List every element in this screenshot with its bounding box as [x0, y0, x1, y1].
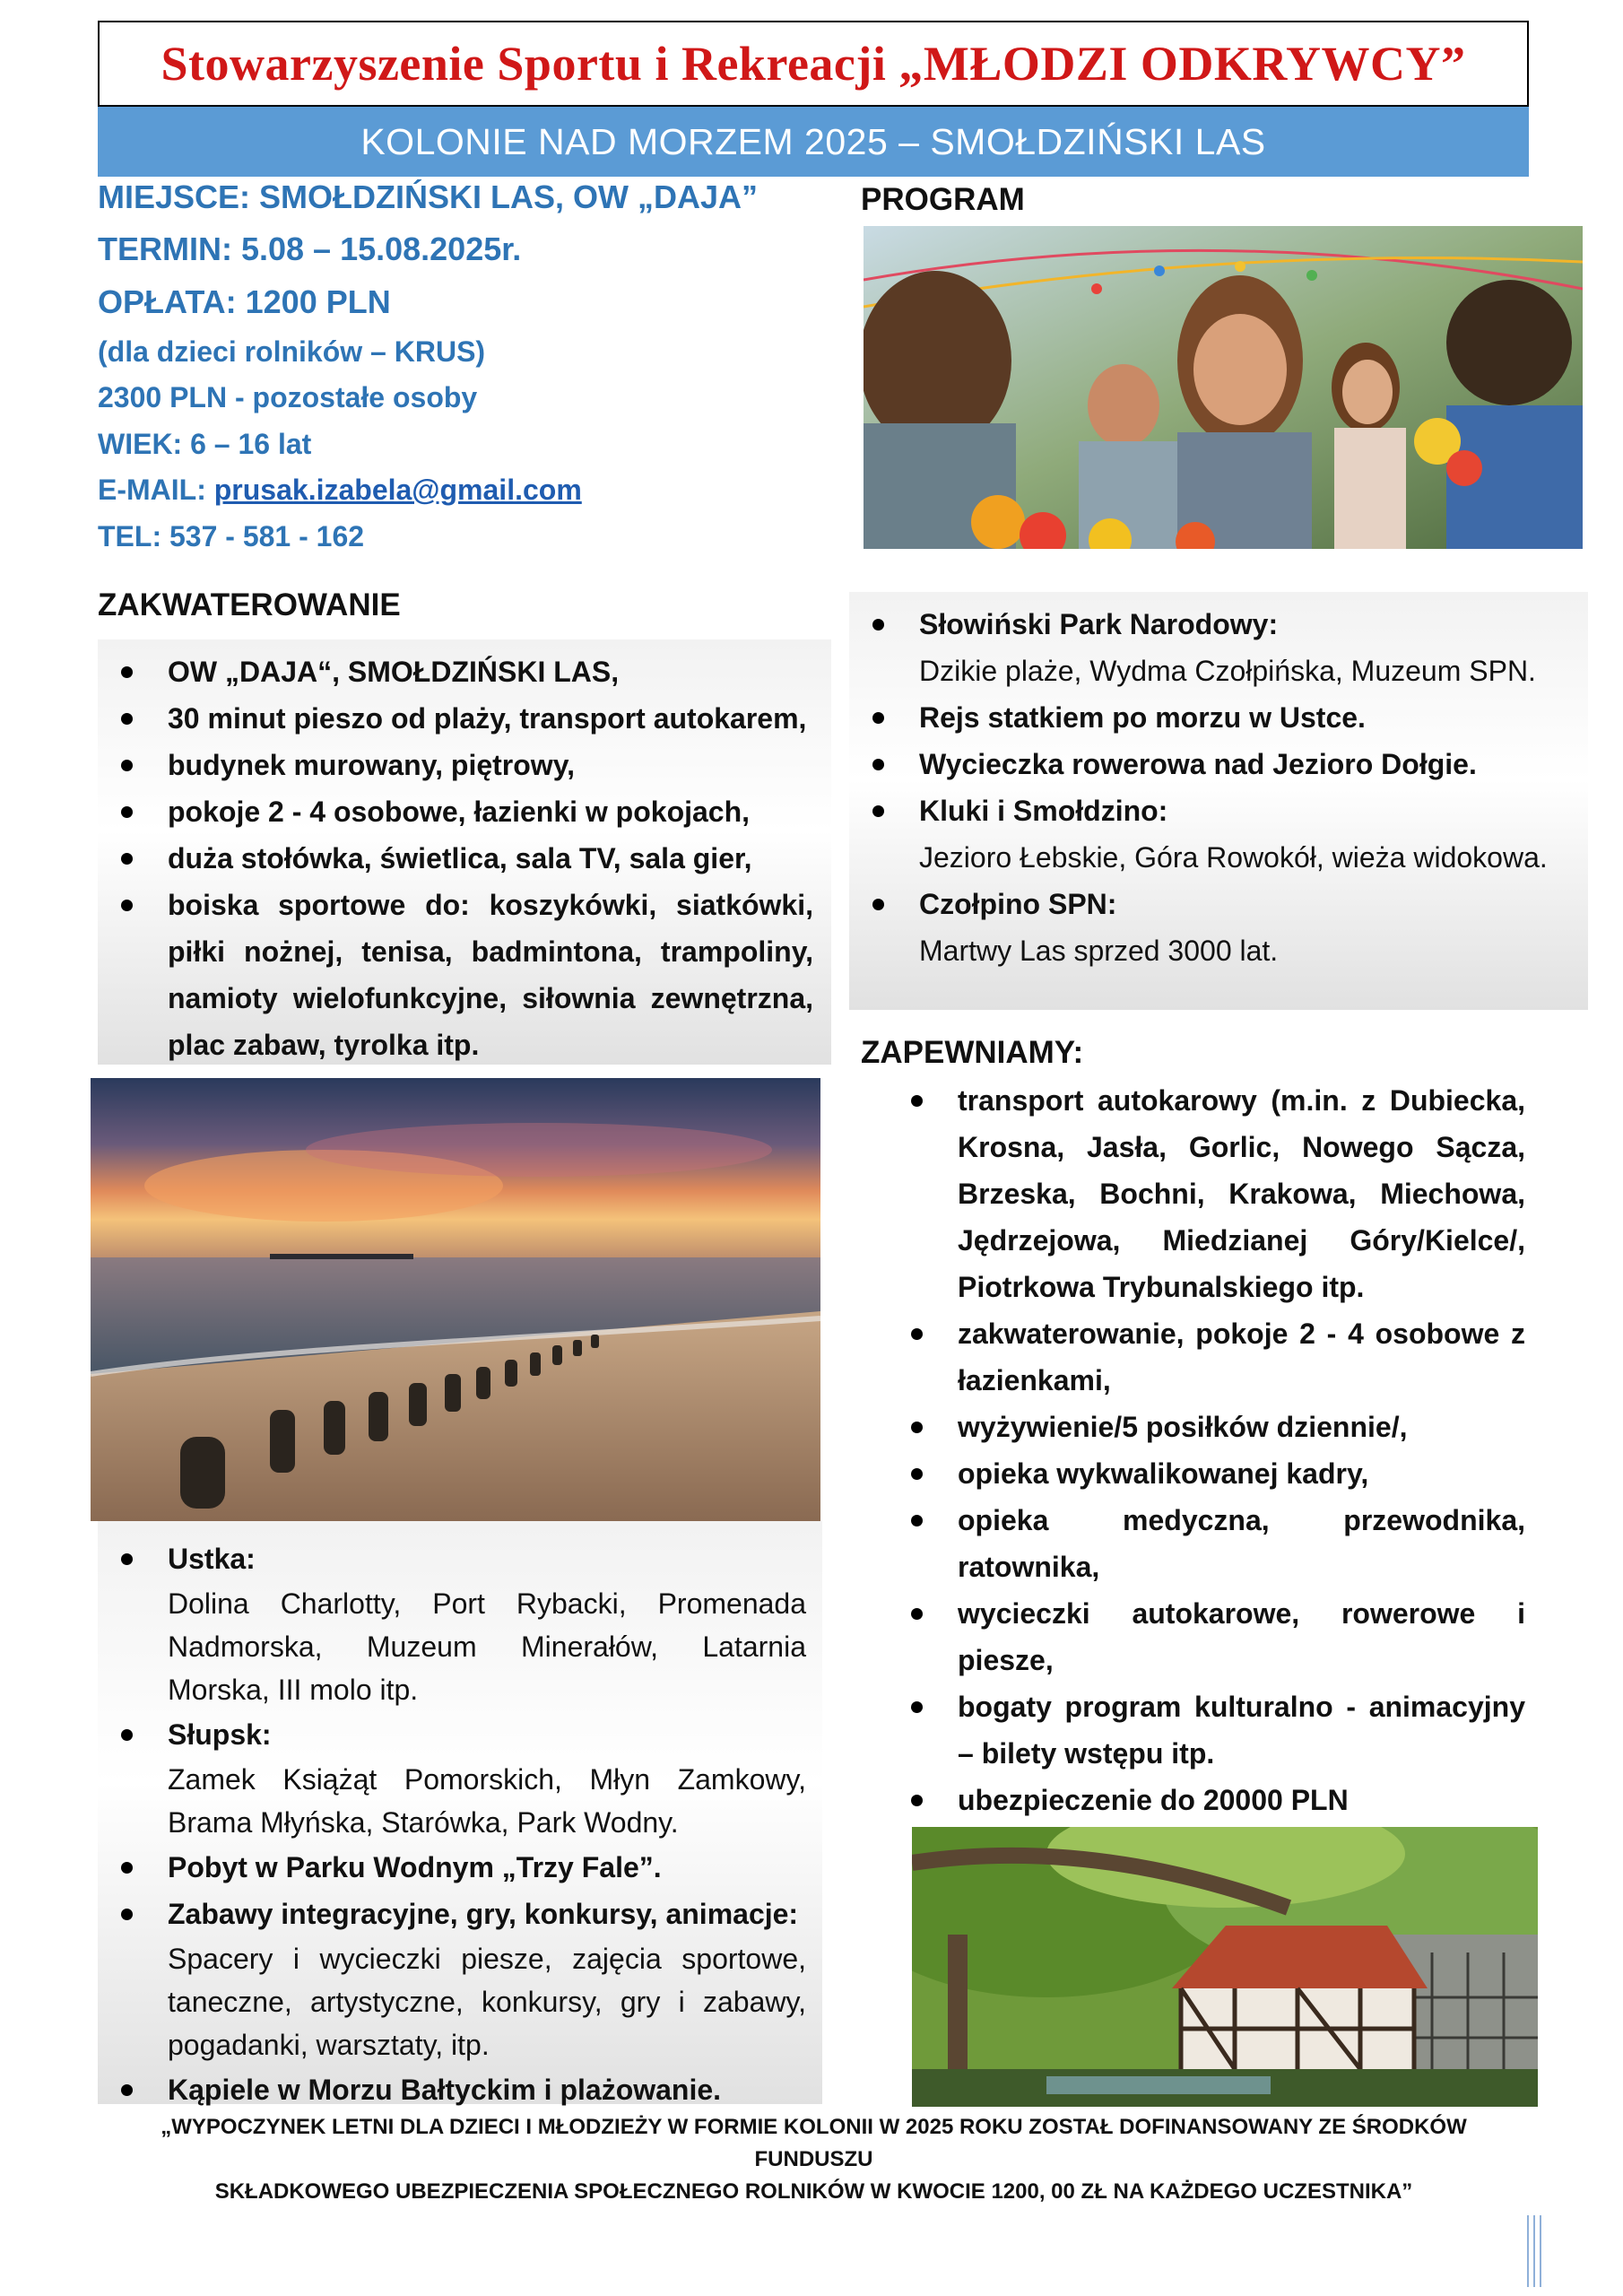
- beach-sunset-photo: [91, 1078, 820, 1521]
- list-item: opieka medyczna, przewodnika, ratownika,: [958, 1497, 1525, 1590]
- list-item: Pobyt w Parku Wodnym „Trzy Fale”.: [168, 1844, 806, 1891]
- organization-title: Stowarzyszenie Sportu i Rekreacji „MŁODZI ODKRYWCY”: [98, 21, 1529, 107]
- list-item: budynek murowany, piętrowy,: [168, 742, 813, 788]
- item-detail: Spacery i wycieczki piesze, zajęcia sportowe, taneczne, artystyczne, konkursy, gry i zabawy, pogadanki, warsztaty, itp.: [168, 1943, 806, 2061]
- program-heading: PROGRAM: [861, 182, 1025, 217]
- list-item: 30 minut pieszo od plaży, transport autokarem,: [168, 695, 813, 742]
- item-title: Czołpino SPN:: [919, 888, 1117, 920]
- list-item: [168, 1535, 806, 1711]
- info-age: WIEK: 6 – 16 lat: [98, 428, 312, 460]
- item-detail: Jezioro Łebskie, Góra Rowokół, wieża widokowa.: [919, 841, 1548, 874]
- list-item: wyżywienie/5 posiłków dziennie/,: [958, 1404, 1525, 1450]
- info-email: [98, 474, 582, 507]
- funding-note: [108, 2111, 1520, 2208]
- list-item: [168, 1891, 806, 2066]
- accommodation-heading: ZAKWATEROWANIE: [98, 587, 401, 622]
- list-item: opieka wykwalikowanej kadry,: [958, 1450, 1525, 1497]
- list-item: pokoje 2 - 4 osobowe, łazienki w pokojach,: [168, 788, 813, 835]
- page-edge-marker: [1527, 2215, 1543, 2287]
- email-link[interactable]: prusak.izabela@gmail.com: [213, 474, 582, 506]
- program-right-list: [919, 601, 1574, 974]
- program-left-box: [98, 1521, 822, 2104]
- guarantees-heading: ZAPEWNIAMY:: [861, 1035, 1084, 1070]
- item-title: Słupsk:: [168, 1718, 272, 1751]
- funding-note-line2: SKŁADKOWEGO UBEZPIECZENIA SPOŁECZNEGO ROLNIKÓW W KWOCIE 1200, 00 ZŁ NA KAŻDEGO UCZESTNIKA”: [214, 2179, 1413, 2204]
- list-item: transport autokarowy (m.in. z Dubiecka, Krosna, Jasła, Gorlic, Nowego Sącza, Brzeska, Bochni, Krakowa, Miechowa, Jędrzejowa, Miedzianej Góry/Kielce/, Piotrkowa Trybunalskiego itp.: [958, 1077, 1525, 1310]
- list-item: [919, 787, 1574, 881]
- info-fee-other: 2300 PLN - pozostałe osoby: [98, 381, 478, 413]
- list-item: [168, 1711, 806, 1844]
- accommodation-box: [98, 639, 831, 1065]
- water-mill-photo: [912, 1827, 1538, 2107]
- info-place: MIEJSCE: SMOŁDZIŃSKI LAS, OW „DAJA”: [98, 178, 759, 215]
- list-item: bogaty program kulturalno - animacyjny – bilety wstępu itp.: [958, 1683, 1525, 1777]
- info-phone: TEL: 537 - 581 - 162: [98, 520, 365, 552]
- list-item: duża stołówka, świetlica, sala TV, sala gier,: [168, 835, 813, 882]
- funding-note-line1: „WYPOCZYNEK LETNI DLA DZIECI I MŁODZIEŻY W FORMIE KOLONII W 2025 ROKU ZOSTAŁ DOFINANSOWANY ZE ŚRODKÓW FUNDUSZU: [161, 2115, 1467, 2171]
- info-fee-note: (dla dzieci rolników – KRUS): [98, 335, 486, 368]
- item-detail: Martwy Las sprzed 3000 lat.: [919, 935, 1279, 967]
- info-term: TERMIN: 5.08 – 15.08.2025r.: [98, 230, 522, 267]
- camp-banner: KOLONIE NAD MORZEM 2025 – SMOŁDZIŃSKI LAS: [98, 107, 1529, 177]
- list-item: ubezpieczenie do 20000 PLN: [958, 1777, 1525, 1823]
- list-item: wycieczki autokarowe, rowerowe i piesze,: [958, 1590, 1525, 1683]
- list-item: [919, 601, 1574, 694]
- info-fee: OPŁATA: 1200 PLN: [98, 283, 391, 320]
- list-item: zakwaterowanie, pokoje 2 - 4 osobowe z łazienkami,: [958, 1310, 1525, 1404]
- program-left-list: [168, 1535, 806, 2113]
- item-detail: Dzikie plaże, Wydma Czołpińska, Muzeum SPN.: [919, 655, 1536, 687]
- kids-playing-photo: [864, 226, 1583, 549]
- list-item: Kąpiele w Morzu Bałtyckim i plażowanie.: [168, 2066, 806, 2113]
- list-item: Wycieczka rowerowa nad Jezioro Dołgie.: [919, 741, 1574, 787]
- program-right-box: [849, 592, 1588, 1010]
- list-item: OW „DAJA“, SMOŁDZIŃSKI LAS,: [168, 648, 813, 695]
- item-title: Ustka:: [168, 1543, 256, 1575]
- accommodation-list: [168, 648, 813, 1065]
- item-title: Zabawy integracyjne, gry, konkursy, animacje:: [168, 1898, 799, 1930]
- list-item: boiska sportowe do: koszykówki, siatkówki, piłki nożnej, tenisa, badmintona, trampoliny, namioty wielofunkcyjne, siłownia zewnętrzna, plac zabaw, tyrolka itp.: [168, 882, 813, 1065]
- item-detail: Zamek Książąt Pomorskich, Młyn Zamkowy, Brama Młyńska, Starówka, Park Wodny.: [168, 1763, 806, 1839]
- list-item: [919, 881, 1574, 974]
- item-detail: Dolina Charlotty, Port Rybacki, Promenada Nadmorska, Muzeum Minerałów, Latarnia Morska, III molo itp.: [168, 1587, 806, 1706]
- item-title: Kluki i Smołdzino:: [919, 795, 1168, 827]
- list-item: Rejs statkiem po morzu w Ustce.: [919, 694, 1574, 741]
- item-title: Słowiński Park Narodowy:: [919, 608, 1279, 640]
- guarantees-list: [958, 1077, 1525, 1823]
- email-label: E-MAIL:: [98, 474, 214, 506]
